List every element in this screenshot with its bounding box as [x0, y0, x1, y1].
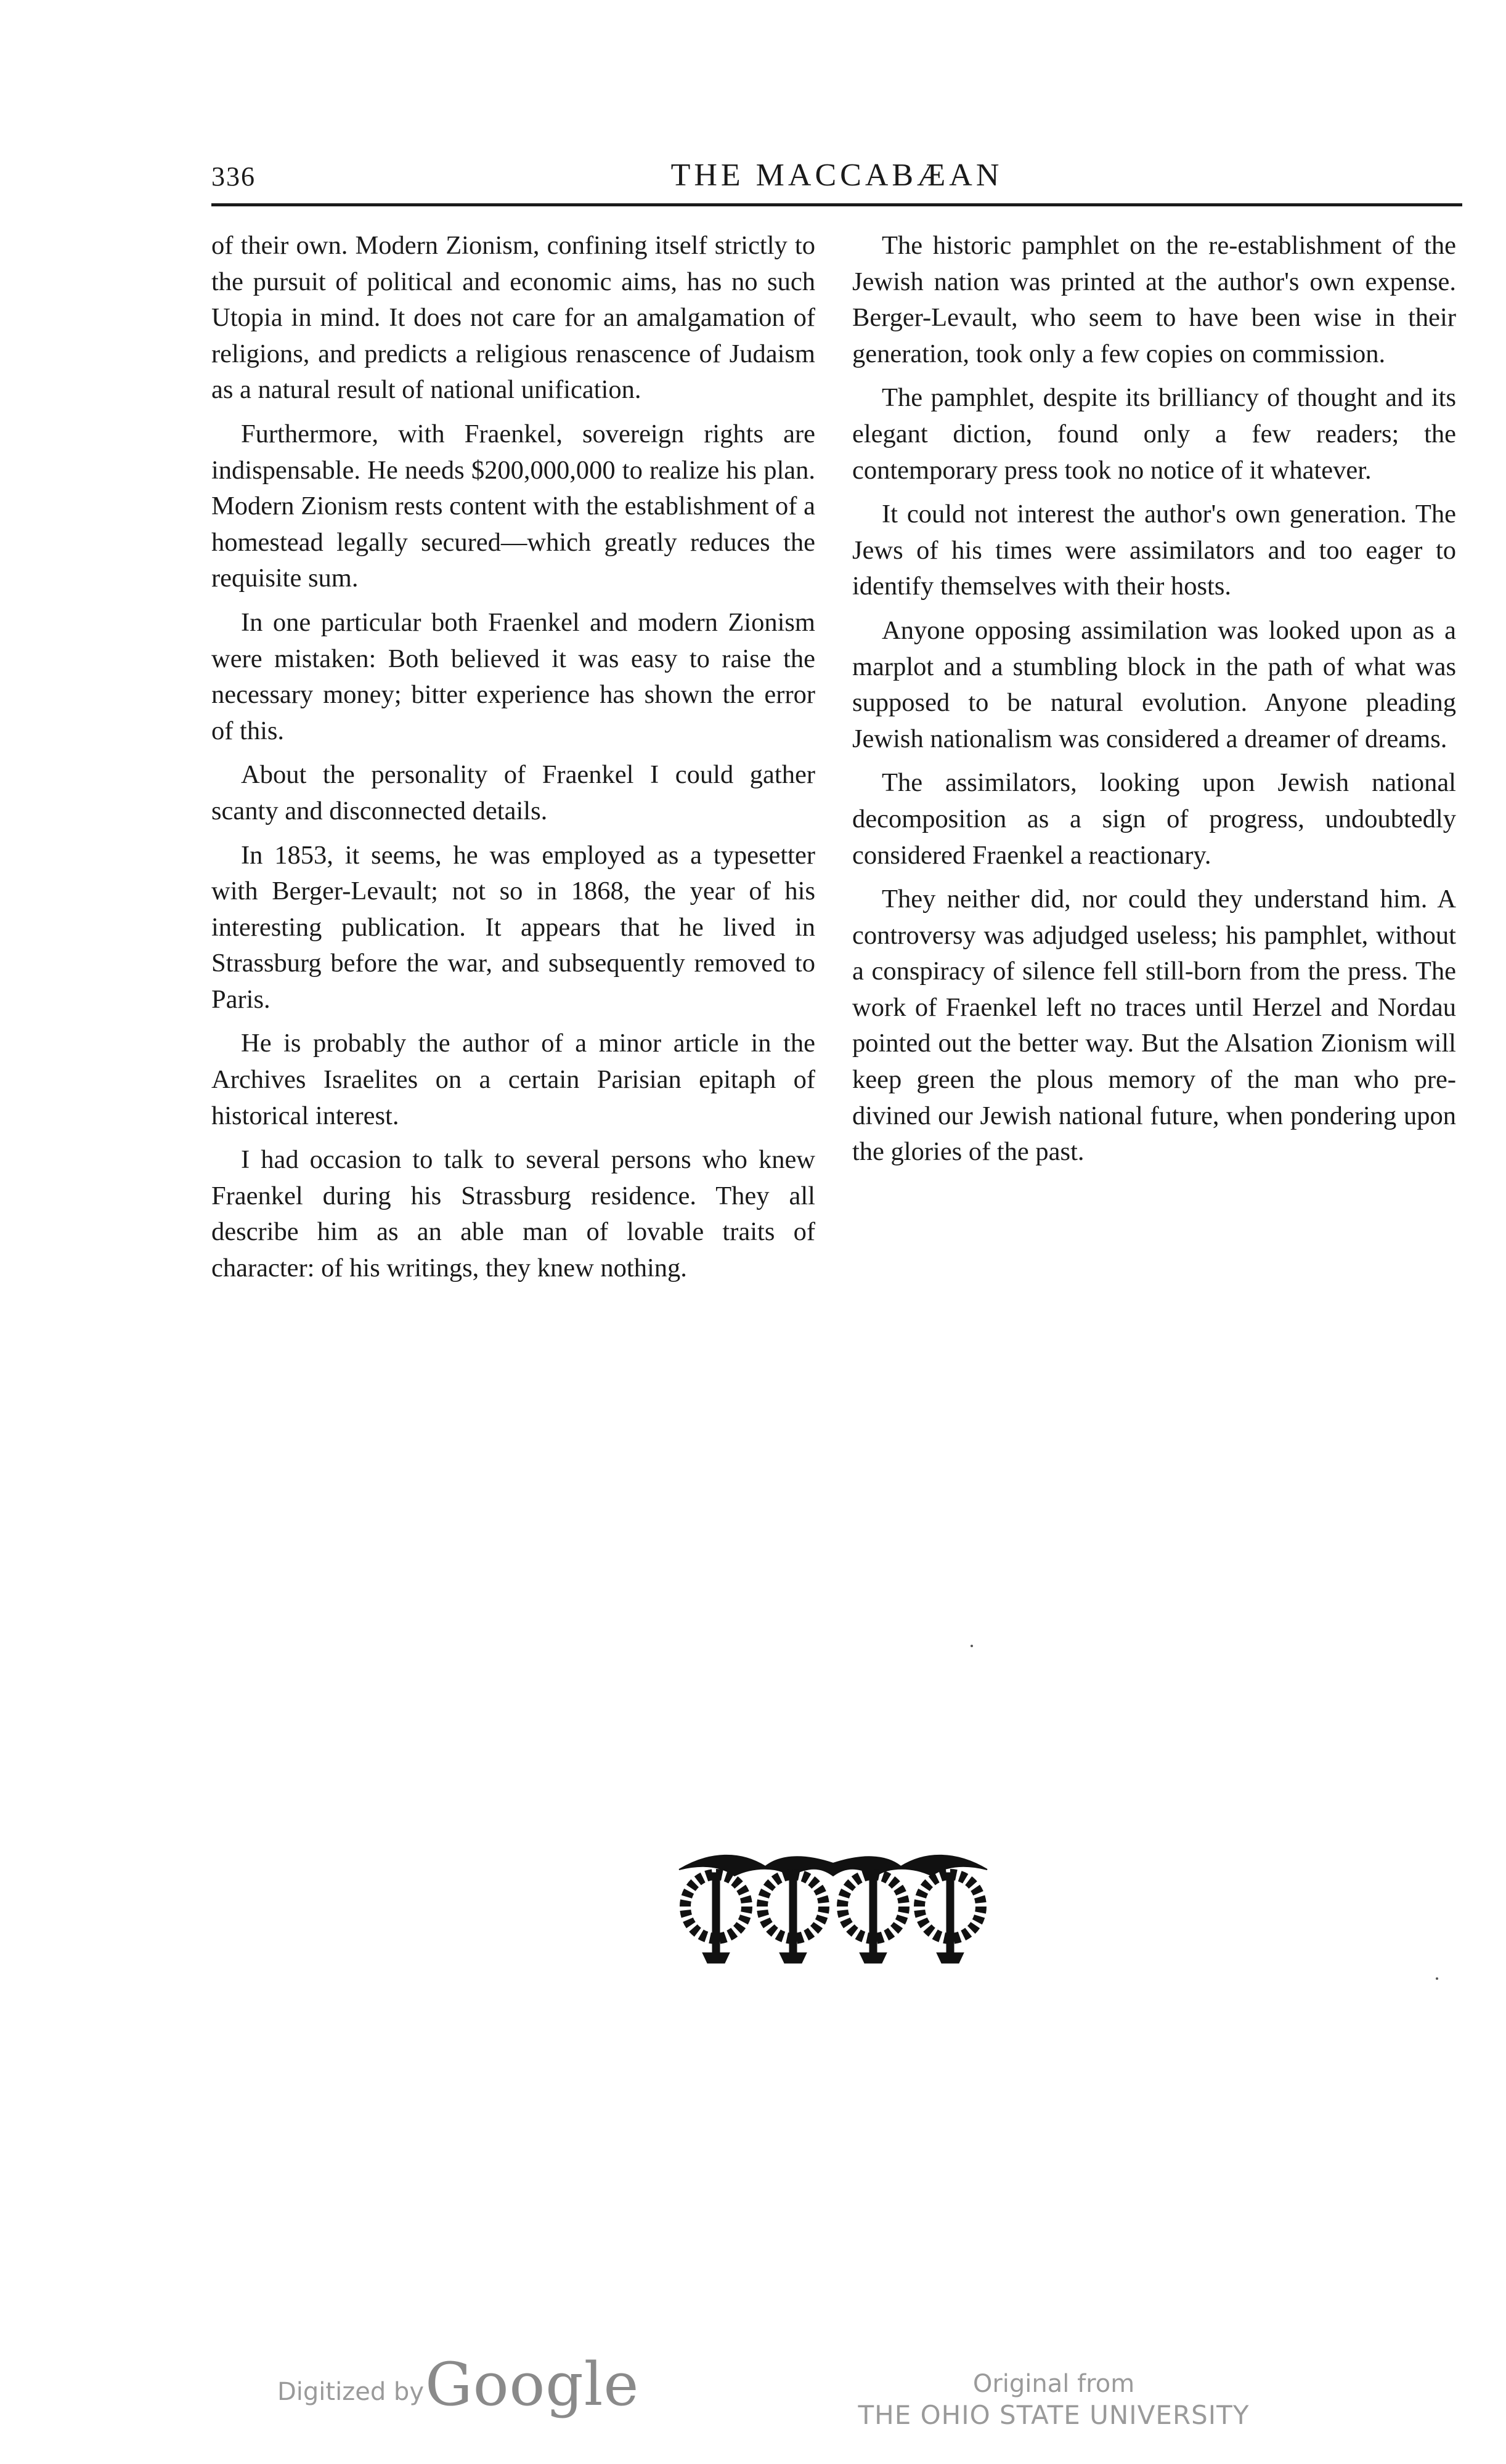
paragraph: He is probably the author of a minor article in the Archives Israelites on a certain Parisian epitaph of historical interest.	[211, 1029, 815, 1130]
original-source	[850, 2369, 1257, 2431]
wreath-and-ribbon-ornament-icon	[673, 1848, 993, 1971]
paragraph: It could not interest the author's own generation. The Jews of his times were assimilators and too eager to identify themselves with their hosts.	[852, 500, 1456, 601]
right-column	[852, 228, 1456, 1178]
google-logo: Google	[425, 2350, 640, 2419]
paragraph: In 1853, it seems, he was employed as a typesetter with Berger-Levault; not so in 1868, the year of his interesting publication. It appears that he lived in Strassburg before the war, and subsequently removed to Paris.	[211, 840, 815, 1014]
institution-name: THE OHIO STATE UNIVERSITY	[858, 2400, 1250, 2430]
page-header	[211, 157, 1462, 200]
paragraph: In one particular both Fraenkel and modern Zionism were mistaken: Both believed it was easy to raise the necessary money; bitter experience has shown the error of this.	[211, 607, 815, 745]
digitized-by-label: Digitized by	[277, 2378, 424, 2406]
paragraph: of their own. Modern Zionism, confining itself strictly to the pursuit of political and economic aims, has no such Utopia in mind. It does not care for an amalgamation of religions, and predicts a religious renascence of Judaism as a natural result of national unification.	[211, 231, 815, 405]
paragraph: The pamphlet, despite its brilliancy of thought and its elegant diction, found only a few readers; the contemporary press took no notice of it whatever.	[852, 383, 1456, 485]
paragraph: Furthermore, with Fraenkel, sovereign rights are indispensable. He needs $200,000,000 to realize his plan. Modern Zionism rests content with the establishment of a homestead legally secured—which greatly reduces the requisite sum.	[211, 419, 815, 593]
paragraph: The historic pamphlet on the re-establishment of the Jewish nation was printed at the author's own expense. Berger-Levault, who seem to have been wise in their generation, took only a few copies on commission.	[852, 231, 1456, 368]
print-speck	[971, 1645, 973, 1647]
paragraph: Anyone opposing assimilation was looked upon as a marplot and a stumbling block in the path of what was supposed to be natural evolution. Anyone pleading Jewish nationalism was considered a dreamer of dreams.	[852, 615, 1456, 753]
print-speck	[1436, 1977, 1438, 1980]
page-number: 336	[211, 161, 256, 192]
paragraph: The assimilators, looking upon Jewish national decomposition as a sign of progress, undoubtedly considered Fraenkel a reactionary.	[852, 768, 1456, 870]
left-column	[211, 228, 815, 1295]
original-from-label: Original from	[972, 2370, 1135, 2398]
header-rule	[211, 203, 1462, 206]
paragraph: They neither did, nor could they understand him. A controversy was adjudged useless; his pamphlet, without a conspiracy of silence fell still-born from the press. The work of Fraenkel left no traces until Herzel and Nordau pointed out the better way. But the Alsation Zionism will keep green the plous memory of the man who pre-divined our Jewish national future, when pondering upon the glories of the past.	[852, 885, 1456, 1167]
paragraph: About the personality of Fraenkel I could gather scanty and disconnected details.	[211, 760, 815, 825]
paragraph: I had occasion to talk to several persons who knew Fraenkel during his Strassburg residence. They all describe him as an able man of lovable traits of character: of his writings, they knew nothing.	[211, 1145, 815, 1283]
running-title: THE MACCABÆAN	[670, 158, 1003, 193]
